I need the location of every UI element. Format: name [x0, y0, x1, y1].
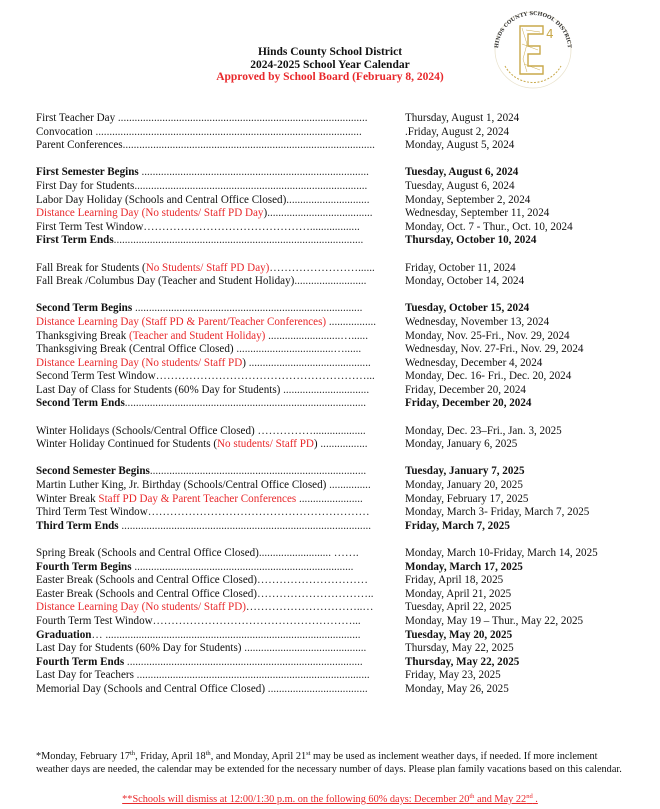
event-label-text: Fall Break for Students ( — [36, 261, 146, 274]
calendar-event-row — [36, 669, 636, 683]
dot-leader: … ............................................................................................ — [91, 628, 361, 641]
event-date: Friday, April 18, 2025 — [405, 574, 504, 587]
calendar-event-row — [36, 506, 636, 520]
calendar-event-row — [36, 493, 636, 507]
event-label-text: Easter Break (Schools and Central Office Closed) — [36, 587, 257, 600]
event-label-text: Labor Day Holiday (Schools and Central Office Closed) — [36, 193, 287, 206]
event-date: Wednesday, September 11, 2024 — [405, 207, 550, 220]
event-label-text: Second Term Ends — [36, 397, 125, 410]
event-label-highlight: (Teacher and Student Holiday) — [129, 329, 266, 342]
event-label-highlight: Distance Learning Day — [36, 356, 142, 369]
event-label — [36, 547, 405, 561]
event-date: Monday, February 17, 2025 — [405, 492, 529, 505]
calendar-event-row — [36, 112, 636, 126]
event-label — [36, 574, 405, 588]
dot-leader: .................................................................................. — [138, 166, 369, 179]
footnote-text: , and Monday, April 21 — [210, 751, 307, 762]
event-date: Monday, Oct. 7 - Thur., Oct. 10, 2024 — [405, 220, 573, 233]
dot-leader: .............................................................................. — [149, 465, 367, 478]
dot-leader: …………………………………………………… — [147, 506, 370, 519]
event-label — [36, 370, 405, 384]
event-label-text: Thanksgiving Break (Central Office Closed) — [36, 343, 234, 356]
event-label-highlight: Distance Learning Day (Staff PD & Parent/Teacher Conferences) — [36, 315, 327, 328]
calendar-event-row — [36, 370, 636, 384]
dot-leader: .......................................................................................... — [117, 112, 368, 124]
event-label-text: First Teacher Day — [36, 112, 118, 124]
event-date: Thursday, May 22, 2025 — [405, 642, 514, 655]
event-date: Friday, May 23, 2025 — [405, 669, 501, 682]
dot-leader: ............... — [326, 479, 371, 492]
event-date: Monday, January 20, 2025 — [405, 479, 523, 492]
event-label — [36, 479, 405, 493]
event-label-text: Memorial Day (Schools and Central Office Closed) — [36, 682, 266, 695]
event-label — [36, 629, 405, 643]
event-label — [36, 669, 405, 683]
calendar-title: 2024-2025 School Year Calendar — [250, 58, 410, 71]
event-label-text: ) — [313, 438, 318, 451]
calendar-event-row — [36, 234, 636, 248]
logo-ring-textpath: HINDS COUNTY SCHOOL DISTRICT — [493, 10, 572, 49]
dot-leader: ............................................ — [241, 642, 367, 655]
group-spacer — [36, 533, 636, 547]
event-label-text: Last Day for Teachers — [36, 669, 134, 682]
event-label-text: Parent Conferences — [36, 139, 123, 152]
event-label-text: Second Semester Begins — [36, 465, 150, 478]
event-label-text: ) — [242, 356, 246, 369]
event-date: Thursday, May 22, 2025 — [405, 655, 520, 668]
dot-leader: .......................................................................................... — [118, 519, 372, 532]
calendar-event-row — [36, 166, 636, 180]
calendar-event-row — [36, 180, 636, 194]
dismissal-text: **Schools will dismiss at 12:00/1:30 p.m. on the following 60% days: December 20 — [122, 794, 470, 805]
event-label — [36, 520, 405, 534]
calendar-event-row — [36, 425, 636, 439]
event-label — [36, 194, 405, 208]
event-label-highlight: Staff PD Day & Parent Teacher Conferences — [98, 492, 297, 505]
dot-leader: ............................................ — [245, 356, 371, 369]
group-spacer — [36, 411, 636, 425]
event-date: Monday, September 2, 2024 — [405, 193, 531, 206]
event-label — [36, 493, 405, 507]
event-date: Monday, March 17, 2025 — [405, 560, 523, 573]
event-label-text: Graduation — [36, 628, 92, 641]
event-label — [36, 601, 405, 615]
dot-leader: ................. — [317, 438, 368, 451]
event-date: Wednesday, Nov. 27-Fri., Nov. 29, 2024 — [405, 343, 584, 356]
calendar-event-row — [36, 615, 636, 629]
event-date: Monday, April 21, 2025 — [405, 587, 512, 600]
event-label-text: Winter Break — [36, 492, 99, 505]
event-date: Tuesday, August 6, 2024 — [405, 179, 515, 192]
district-name: Hinds County School District — [257, 46, 403, 58]
event-label — [36, 302, 405, 316]
event-label — [36, 506, 405, 520]
event-label-text: Easter Break (Schools and Central Office Closed) — [36, 574, 257, 587]
calendar-event-row — [36, 588, 636, 602]
group-spacer — [36, 289, 636, 303]
footnote-sup: th — [205, 750, 211, 757]
event-label-text: Winter Holiday Continued for Students ( — [36, 438, 218, 451]
dot-leader: ……………………...... — [269, 261, 375, 274]
event-date: Monday, August 5, 2024 — [405, 139, 515, 152]
dot-leader: ...................................... — [267, 207, 373, 220]
calendar-event-row — [36, 574, 636, 588]
dot-leader: ................................................................................................ — [95, 125, 362, 138]
calendar-event-row — [36, 330, 636, 344]
dismissal-text: and May 22 — [474, 794, 527, 805]
calendar-event-row — [36, 275, 636, 289]
event-date: Thursday, August 1, 2024 — [405, 112, 520, 124]
event-date: Monday, March 10-Friday, March 14, 2025 — [405, 547, 598, 559]
event-date: Thursday, October 10, 2024 — [405, 234, 537, 247]
dot-leader: .......................................................................................... — [113, 234, 364, 247]
calendar-event-row — [36, 139, 636, 153]
event-label — [36, 642, 405, 656]
dot-leader: ……………................... — [254, 424, 366, 437]
event-date: Friday, December 20, 2024 — [405, 383, 526, 396]
event-label — [36, 126, 405, 140]
event-label-text: Last Day of Class for Students (60% Day for Students) — [36, 383, 281, 396]
dot-leader: .................................... — [265, 682, 368, 695]
dot-leader: .......................... ……. — [258, 547, 359, 559]
event-label-text: Convocation — [36, 125, 96, 138]
event-label — [36, 438, 405, 452]
event-label — [36, 207, 405, 221]
event-label — [36, 316, 405, 330]
event-date: Wednesday, November 13, 2024 — [405, 315, 550, 328]
event-label — [36, 262, 405, 276]
e4-logo-icon — [489, 4, 577, 92]
logo-superscript: 4 — [546, 27, 554, 41]
group-spacer — [36, 452, 636, 466]
event-date: Tuesday, May 20, 2025 — [405, 628, 513, 641]
event-label-highlight: No students/ Staff PD — [217, 438, 314, 451]
event-label-text: First Term Ends — [36, 234, 114, 247]
event-label — [36, 384, 405, 398]
event-date: Monday, Dec. 23–Fri., Jan. 3, 2025 — [405, 424, 562, 437]
calendar-event-row — [36, 357, 636, 371]
event-date: Monday, Nov. 25-Fri., Nov. 29, 2024 — [405, 329, 570, 342]
event-label-text: First Semester Begins — [36, 166, 139, 179]
event-date: Monday, May 19 – Thur., May 22, 2025 — [405, 614, 584, 627]
dot-leader: …………………………..… — [245, 601, 374, 614]
calendar-event-row — [36, 262, 636, 276]
calendar-event-row — [36, 343, 636, 357]
event-label — [36, 561, 405, 575]
dot-leader: ……………………………………….................. — [143, 220, 360, 233]
calendar-event-row — [36, 316, 636, 330]
group-spacer — [36, 248, 636, 262]
event-date: Monday, Dec. 16- Fri., Dec. 20, 2024 — [405, 370, 572, 383]
dot-leader: ………………………………………………... — [152, 614, 361, 627]
dismissal-sup: th — [469, 793, 475, 800]
dismissal-text: . — [532, 794, 538, 805]
event-label — [36, 683, 405, 697]
event-label-text: Third Term Ends — [36, 519, 119, 532]
event-date: Wednesday, December 4, 2024 — [405, 356, 543, 369]
event-label — [36, 166, 405, 180]
calendar-event-row — [36, 601, 636, 615]
event-label — [36, 397, 405, 411]
event-label-text: Last Day for Students (60% Day for Students) — [36, 642, 242, 655]
dismissal-sup: nd — [526, 793, 533, 800]
dot-leader: .................................................................................. — [132, 302, 363, 315]
event-date: Tuesday, October 15, 2024 — [405, 302, 530, 315]
event-label — [36, 588, 405, 602]
footnote-text: may be used as inclement weather days, if needed. If more inclement weather days are needed, the calendar may be extended for the necessary number of days. Please plan family vacations based on this calendar. — [36, 751, 622, 775]
event-list — [36, 112, 636, 697]
event-label-highlight: (No students/ Staff PD — [141, 356, 243, 369]
dot-leader: .................................................................................... — [134, 179, 368, 192]
dot-leader: ..................................................................................... — [124, 655, 363, 668]
event-label-highlight: Distance Learning Day (No students/ Staff PD) — [36, 601, 246, 614]
calendar-event-row — [36, 194, 636, 208]
event-label-text: Spring Break (Schools and Central Office Closed) — [36, 547, 259, 559]
event-date: Monday, October 14, 2024 — [405, 275, 525, 288]
event-label — [36, 139, 405, 153]
event-label — [36, 465, 405, 479]
calendar-event-row — [36, 438, 636, 452]
event-label — [36, 615, 405, 629]
dot-leader: ................. — [326, 315, 377, 328]
calendar-event-row — [36, 126, 636, 140]
event-label — [36, 330, 405, 344]
event-date: .Friday, August 2, 2024 — [405, 125, 510, 138]
calendar-event-row — [36, 642, 636, 656]
event-label-highlight: No Students/ Staff PD Day) — [145, 261, 270, 274]
event-label-text: First Term Test Window — [36, 220, 144, 233]
event-date: Monday, March 3- Friday, March 7, 2025 — [405, 506, 590, 519]
event-date: Monday, May 26, 2025 — [405, 682, 509, 695]
event-label — [36, 357, 405, 371]
event-date: Friday, December 20, 2024 — [405, 397, 532, 410]
event-label — [36, 656, 405, 670]
dot-leader: ....................................................................................... — [124, 397, 367, 410]
dot-leader: ....................... — [296, 492, 363, 505]
calendar-event-row — [36, 384, 636, 398]
approval-note: Approved by School Board (February 8, 2024) — [216, 71, 444, 83]
group-spacer — [36, 153, 636, 167]
footnote-sup: th — [130, 750, 136, 757]
event-label — [36, 112, 405, 126]
event-label-text: Third Term Test Window — [36, 506, 148, 519]
calendar-event-row — [36, 561, 636, 575]
calendar-event-row — [36, 221, 636, 235]
event-label — [36, 234, 405, 248]
event-date: Tuesday, August 6, 2024 — [405, 166, 519, 179]
event-label-text: Second Term Begins — [36, 302, 133, 315]
dot-leader: .......................... — [294, 275, 367, 288]
footnote-text: , Friday, April 18 — [135, 751, 206, 762]
event-label — [36, 221, 405, 235]
dot-leader: …………………………………………………... — [155, 370, 375, 383]
calendar-event-row — [36, 397, 636, 411]
footnote-sup: st — [306, 750, 311, 757]
event-label-text: Winter Holidays (Schools/Central Office Closed) — [36, 424, 255, 437]
dot-leader: ............................... — [280, 383, 370, 396]
calendar-event-row — [36, 656, 636, 670]
calendar-event-row — [36, 547, 636, 561]
event-date: Tuesday, January 7, 2025 — [405, 465, 525, 478]
event-label — [36, 275, 405, 289]
event-label — [36, 425, 405, 439]
calendar-event-row — [36, 683, 636, 697]
event-label-text: Fourth Term Ends — [36, 655, 125, 668]
event-label-text: Second Term Test Window — [36, 370, 156, 383]
early-dismissal-note — [0, 793, 660, 806]
event-label-text: ) — [263, 207, 268, 220]
event-label — [36, 343, 405, 357]
event-label-text: Thanksgiving Break — [36, 329, 130, 342]
event-date: Monday, January 6, 2025 — [405, 438, 518, 451]
dot-leader: ............................................................................... — [131, 560, 354, 573]
inclement-weather-footnote — [36, 750, 626, 776]
calendar-event-row — [36, 207, 636, 221]
dot-leader: ........................................................................................... — [122, 139, 375, 152]
calendar-event-row — [36, 465, 636, 479]
event-label-text: Martin Luther King, Jr. Birthday (Schools/Central Office Closed) — [36, 479, 327, 492]
event-label-text: Fourth Term Begins — [36, 560, 132, 573]
dot-leader: .................................................................................... — [133, 669, 370, 682]
event-date: Tuesday, April 22, 2025 — [405, 601, 512, 614]
event-label — [36, 180, 405, 194]
dot-leader: ...................................…...... — [233, 343, 362, 356]
dot-leader: ………………………….. — [257, 587, 374, 600]
event-date: Friday, March 7, 2025 — [405, 519, 510, 532]
footnote-text: *Monday, February 17 — [36, 751, 130, 762]
dot-leader: .............................. — [286, 193, 370, 206]
event-label-highlight: Distance Learning Day (No students/ Staff PD Day — [36, 207, 264, 220]
event-label-text: First Day for Students — [36, 179, 135, 192]
event-label-text: Fourth Term Test Window — [36, 614, 153, 627]
calendar-event-row — [36, 520, 636, 534]
calendar-event-row — [36, 479, 636, 493]
event-label-text: Fall Break /Columbus Day (Teacher and Student Holiday) — [36, 275, 295, 288]
dot-leader: ..........................…...... — [265, 329, 368, 342]
calendar-event-row — [36, 302, 636, 316]
event-date: Friday, October 11, 2024 — [405, 261, 516, 274]
calendar-event-row — [36, 629, 636, 643]
dot-leader: ………………………… — [257, 574, 368, 587]
